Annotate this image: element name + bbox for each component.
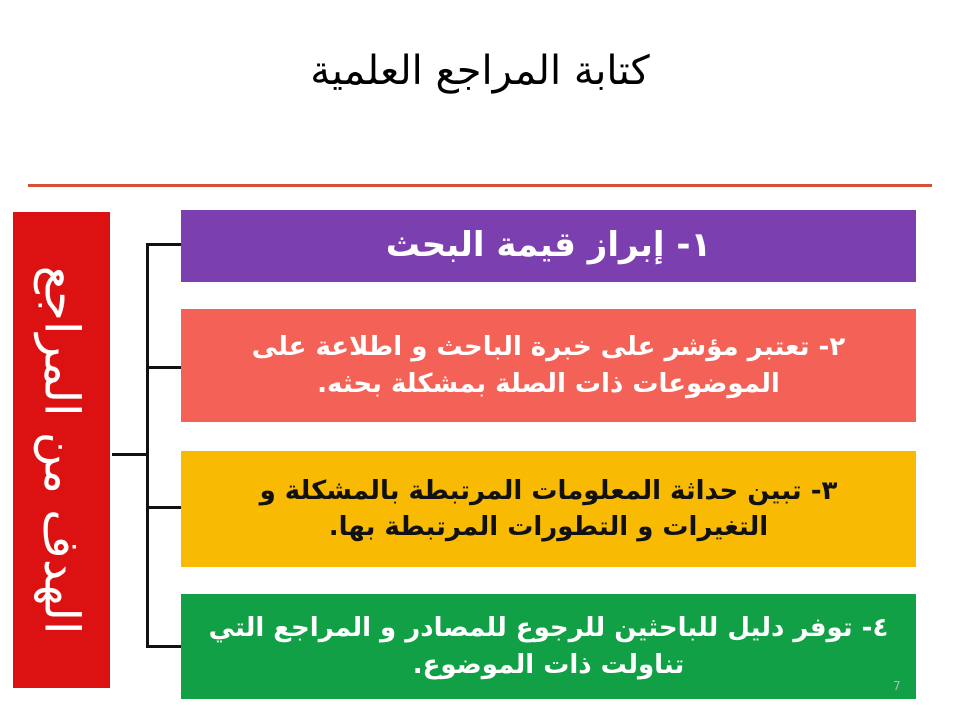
goal-box-2 bbox=[181, 309, 916, 422]
side-label-box bbox=[13, 212, 110, 688]
side-label-text: الهدف من المراجع bbox=[33, 265, 90, 635]
bracket-spine bbox=[146, 243, 149, 648]
bracket-stem bbox=[112, 453, 148, 456]
goal-text-2: ٢- تعتبر مؤشر على خبرة الباحث و اطلاعة على الموضوعات ذات الصلة بمشكلة بحثه. bbox=[251, 332, 846, 399]
bracket-tick-2 bbox=[146, 366, 181, 369]
title-divider bbox=[28, 184, 932, 187]
bracket-tick-3 bbox=[146, 506, 181, 509]
goal-text-4: ٤- توفر دليل للباحثين للرجوع للمصادر و المراجع التي تناولت ذات الموضوع. bbox=[208, 613, 889, 680]
goal-box-3 bbox=[181, 451, 916, 567]
goal-text-1: ١- إبراز قيمة البحث bbox=[385, 225, 712, 266]
slide-title: كتابة المراجع العلمية bbox=[310, 48, 650, 94]
goal-text-3: ٣- تبين حداثة المعلومات المرتبطة بالمشكلة و التغيرات و التطورات المرتبطة بها. bbox=[259, 475, 838, 542]
page-number: 7 bbox=[893, 679, 901, 693]
bracket-tick-4 bbox=[146, 645, 181, 648]
goal-box-1 bbox=[181, 210, 916, 282]
goal-box-4 bbox=[181, 594, 916, 699]
bracket-tick-1 bbox=[146, 243, 181, 246]
